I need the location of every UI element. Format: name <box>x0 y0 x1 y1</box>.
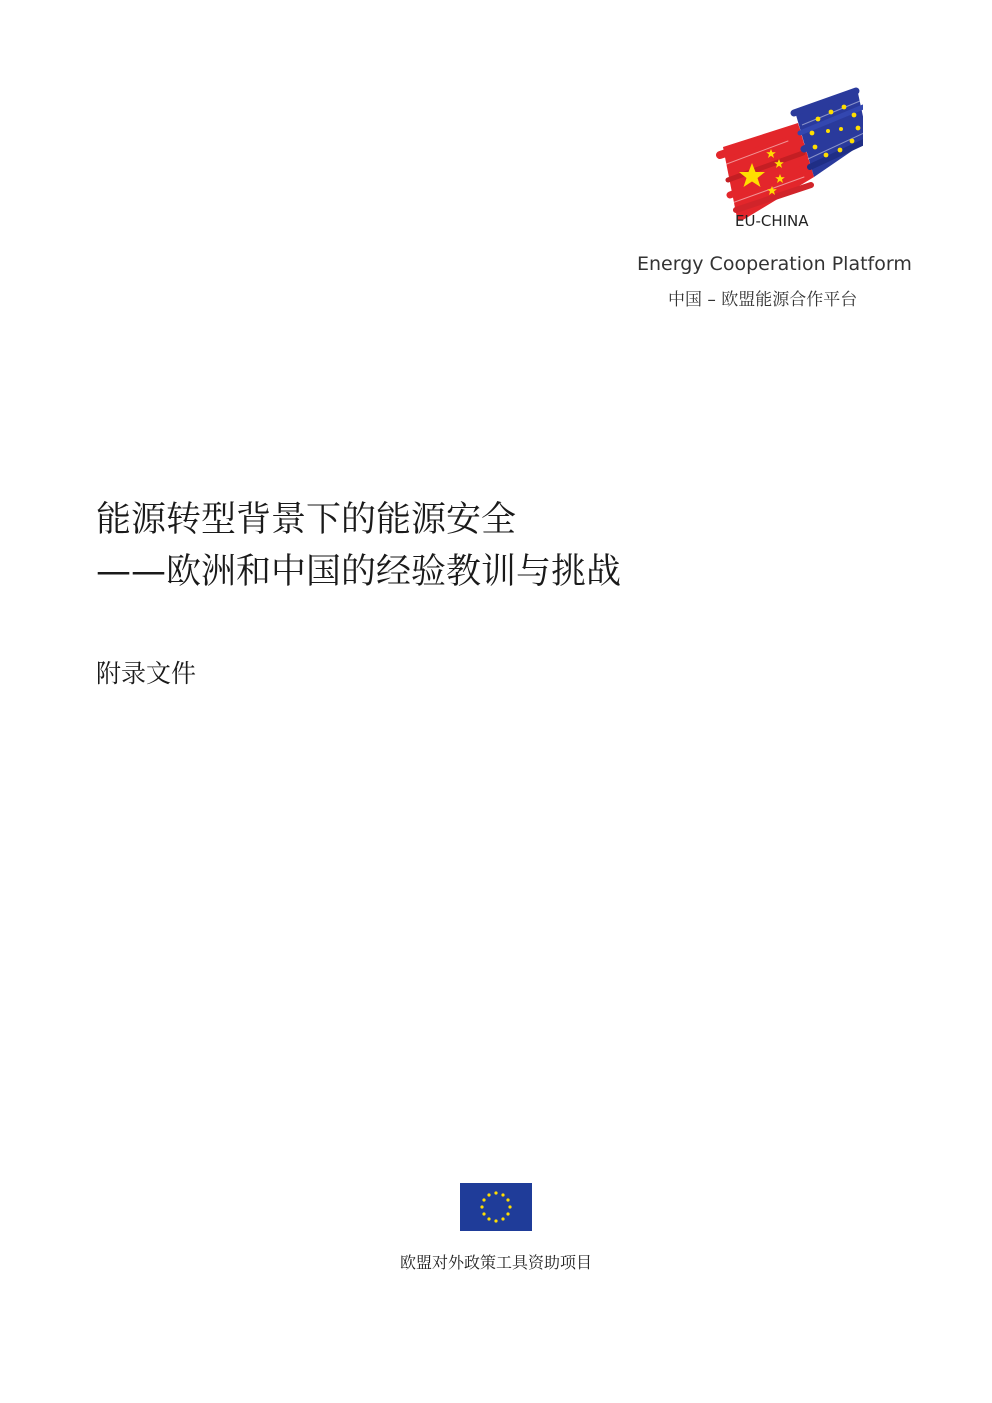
eu-china-flags-logo <box>668 85 863 220</box>
title-line-2: ——欧洲和中国的经验教训与挑战 <box>96 552 622 592</box>
logo-caption: EU-CHINA <box>735 212 809 230</box>
platform-name-cn: 中国 – 欧盟能源合作平台 <box>668 290 858 310</box>
china-flag-brush <box>720 123 814 220</box>
platform-logo-block <box>620 85 940 315</box>
platform-name-en: Energy Cooperation Platform <box>637 253 912 275</box>
document-subtitle: 附录文件 <box>96 659 197 688</box>
title-line-1: 能源转型背景下的能源安全 <box>96 500 517 540</box>
document-title <box>96 494 896 598</box>
funding-note: 欧盟对外政策工具资助项目 <box>399 1253 592 1272</box>
eu-flag-icon <box>460 1183 532 1231</box>
